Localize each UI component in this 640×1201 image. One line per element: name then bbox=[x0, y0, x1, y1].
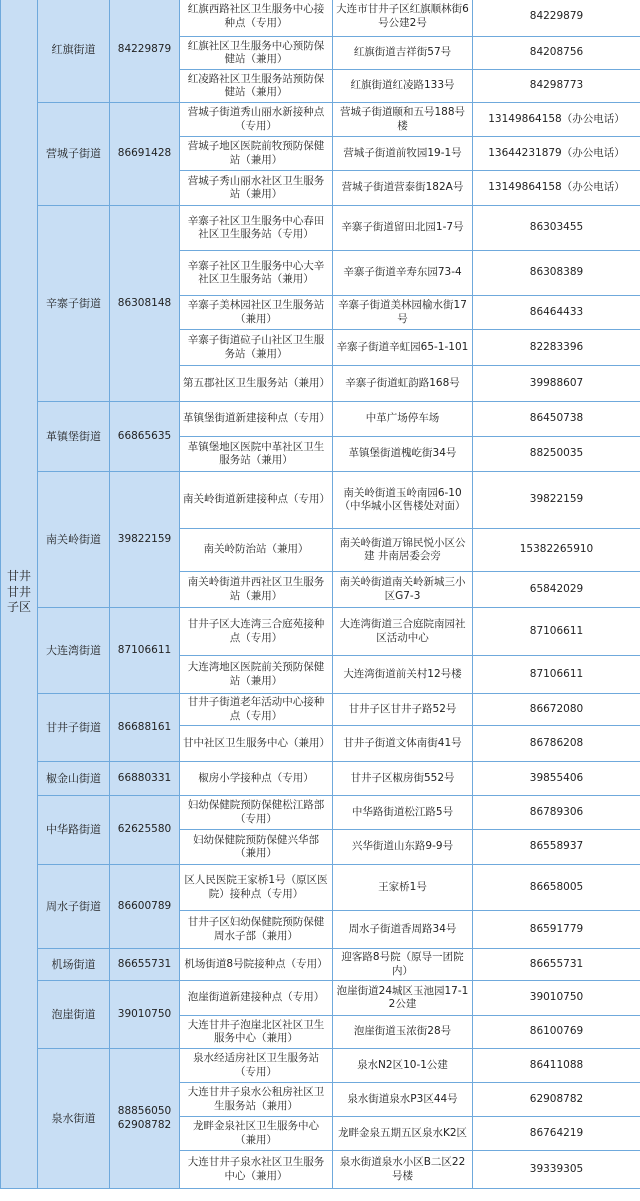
site-name-cell: 革镇堡地区医院中革社区卫生服务站（兼用） bbox=[180, 437, 333, 472]
site-address-cell: 红旗街道吉祥街57号 bbox=[333, 37, 473, 70]
street-phone-cell: 39822159 bbox=[110, 472, 180, 608]
site-phone-cell: 86450738 bbox=[473, 402, 640, 437]
street-phone-cell: 39010750 bbox=[110, 981, 180, 1049]
table-row bbox=[1, 0, 640, 37]
street-name-cell: 周水子街道 bbox=[38, 865, 110, 949]
site-name-cell: 辛寨子美林园社区卫生服务站（兼用） bbox=[180, 296, 333, 330]
table-row bbox=[1, 103, 640, 137]
site-name-cell: 区人民医院王家桥1号（原区医院）接种点（专用） bbox=[180, 865, 333, 911]
site-address-cell: 王家桥1号 bbox=[333, 865, 473, 911]
site-address-cell: 大连市甘井子区红旗顺林街6号公建2号 bbox=[333, 0, 473, 37]
site-name-cell: 红旗社区卫生服务中心预防保健站（兼用） bbox=[180, 37, 333, 70]
site-phone-cell: 86789306 bbox=[473, 796, 640, 830]
site-address-cell: 大连湾街道前关村12号楼 bbox=[333, 656, 473, 694]
site-name-cell: 大连甘井子泉水公租房社区卫生服务站（兼用） bbox=[180, 1083, 333, 1117]
table-row bbox=[1, 949, 640, 981]
site-phone-cell: 15382265910 bbox=[473, 529, 640, 572]
site-address-cell: 大连湾街道三合庭院南园社区活动中心 bbox=[333, 608, 473, 656]
site-phone-cell: 62908782 bbox=[473, 1083, 640, 1117]
site-address-cell: 周水子街道香周路34号 bbox=[333, 911, 473, 949]
site-address-cell: 南关岭街道玉岭南园6-10（中华城小区售楼处对面） bbox=[333, 472, 473, 529]
site-address-cell: 辛寨子街道辛寿东园73-4 bbox=[333, 251, 473, 296]
site-address-cell: 辛寨子街道虹韵路168号 bbox=[333, 366, 473, 402]
site-name-cell: 泡崖街道新建接种点（专用） bbox=[180, 981, 333, 1016]
site-name-cell: 椒房小学接种点（专用） bbox=[180, 762, 333, 796]
site-phone-cell: 86308389 bbox=[473, 251, 640, 296]
site-phone-cell: 86786208 bbox=[473, 726, 640, 762]
site-address-cell: 泡崖街道24城区玉池园17-12公建 bbox=[333, 981, 473, 1016]
site-phone-cell: 86464433 bbox=[473, 296, 640, 330]
street-phone-cell: 84229879 bbox=[110, 0, 180, 103]
street-name-cell: 大连湾街道 bbox=[38, 608, 110, 694]
site-phone-cell: 86655731 bbox=[473, 949, 640, 981]
site-phone-cell: 87106611 bbox=[473, 656, 640, 694]
site-phone-cell: 87106611 bbox=[473, 608, 640, 656]
site-name-cell: 南关岭街道新建接种点（专用） bbox=[180, 472, 333, 529]
site-name-cell: 营城子秀山丽水社区卫生服务站（兼用） bbox=[180, 171, 333, 206]
table-body bbox=[1, 0, 640, 1189]
site-address-cell: 泉水街道泉水P3区44号 bbox=[333, 1083, 473, 1117]
site-name-cell: 甘井子街道老年活动中心接种点（专用） bbox=[180, 694, 333, 726]
site-address-cell: 中华路街道松江路5号 bbox=[333, 796, 473, 830]
site-name-cell: 营城子地区医院前牧预防保健站（兼用） bbox=[180, 137, 333, 171]
site-address-cell: 兴华街道山东路9-9号 bbox=[333, 830, 473, 865]
site-name-cell: 大连甘井子泉水社区卫生服务中心（兼用） bbox=[180, 1151, 333, 1189]
table-row bbox=[1, 865, 640, 911]
site-address-cell: 甘井子区甘井子路52号 bbox=[333, 694, 473, 726]
site-address-cell: 辛寨子街道留田北园1-7号 bbox=[333, 206, 473, 251]
site-address-cell: 辛寨子街道辛虹园65-1-101 bbox=[333, 330, 473, 366]
street-phone-cell: 86691428 bbox=[110, 103, 180, 206]
site-address-cell: 红旗街道红凌路133号 bbox=[333, 70, 473, 103]
street-name-cell: 中华路街道 bbox=[38, 796, 110, 865]
site-address-cell: 辛寨子街道美林园榆水街17号 bbox=[333, 296, 473, 330]
site-phone-cell: 13149864158（办公电话） bbox=[473, 171, 640, 206]
street-name-cell: 泉水街道 bbox=[38, 1049, 110, 1189]
site-name-cell: 大连湾地区医院前关预防保健站（兼用） bbox=[180, 656, 333, 694]
site-name-cell: 甘井子区大连湾三合庭苑接种点（专用） bbox=[180, 608, 333, 656]
street-phone-cell: 86308148 bbox=[110, 206, 180, 402]
district-cell: 甘井甘井子区 bbox=[1, 0, 38, 1189]
site-phone-cell: 88250035 bbox=[473, 437, 640, 472]
site-name-cell: 大连甘井子泡崖北区社区卫生服务中心（兼用） bbox=[180, 1016, 333, 1049]
site-phone-cell: 39855406 bbox=[473, 762, 640, 796]
site-phone-cell: 84229879 bbox=[473, 0, 640, 37]
street-name-cell: 泡崖街道 bbox=[38, 981, 110, 1049]
site-name-cell: 妇幼保健院预防保健松江路部（专用） bbox=[180, 796, 333, 830]
site-name-cell: 辛寨子社区卫生服务中心大辛社区卫生服务站（兼用） bbox=[180, 251, 333, 296]
table-row bbox=[1, 402, 640, 437]
site-phone-cell: 82283396 bbox=[473, 330, 640, 366]
table-row bbox=[1, 608, 640, 656]
site-address-cell: 泉水街道泉水小区B二区22号楼 bbox=[333, 1151, 473, 1189]
table-row bbox=[1, 472, 640, 529]
street-name-cell: 辛寨子街道 bbox=[38, 206, 110, 402]
site-name-cell: 甘井子区妇幼保健院预防保健周水子部（兼用） bbox=[180, 911, 333, 949]
site-address-cell: 革镇堡街道槐屹街34号 bbox=[333, 437, 473, 472]
site-phone-cell: 65842029 bbox=[473, 572, 640, 608]
site-name-cell: 甘中社区卫生服务中心（兼用） bbox=[180, 726, 333, 762]
site-address-cell: 中革广场停车场 bbox=[333, 402, 473, 437]
street-name-cell: 甘井子街道 bbox=[38, 694, 110, 762]
site-phone-cell: 84208756 bbox=[473, 37, 640, 70]
site-name-cell: 第五郡社区卫生服务站（兼用） bbox=[180, 366, 333, 402]
site-phone-cell: 86591779 bbox=[473, 911, 640, 949]
street-phone-cell: 87106611 bbox=[110, 608, 180, 694]
site-name-cell: 妇幼保健院预防保健兴华部（兼用） bbox=[180, 830, 333, 865]
street-name-cell: 红旗街道 bbox=[38, 0, 110, 103]
site-name-cell: 革镇堡街道新建接种点（专用） bbox=[180, 402, 333, 437]
site-phone-cell: 86411088 bbox=[473, 1049, 640, 1083]
site-phone-cell: 84298773 bbox=[473, 70, 640, 103]
site-name-cell: 辛寨子社区卫生服务中心春田社区卫生服务站（专用） bbox=[180, 206, 333, 251]
site-address-cell: 甘井子区椒房街552号 bbox=[333, 762, 473, 796]
table-row bbox=[1, 796, 640, 830]
site-phone-cell: 39010750 bbox=[473, 981, 640, 1016]
site-address-cell: 迎客路8号院（原导一团院内） bbox=[333, 949, 473, 981]
site-name-cell: 泉水经适房社区卫生服务站（专用） bbox=[180, 1049, 333, 1083]
table-row bbox=[1, 981, 640, 1016]
table-row bbox=[1, 694, 640, 726]
site-name-cell: 辛寨子街道砬子山社区卫生服务站（兼用） bbox=[180, 330, 333, 366]
site-name-cell: 南关岭防治站（兼用） bbox=[180, 529, 333, 572]
street-name-cell: 南关岭街道 bbox=[38, 472, 110, 608]
site-name-cell: 红凌路社区卫生服务站预防保健站（兼用） bbox=[180, 70, 333, 103]
street-name-cell: 椒金山街道 bbox=[38, 762, 110, 796]
site-name-cell: 南关岭街道井西社区卫生服务站（兼用） bbox=[180, 572, 333, 608]
site-address-cell: 营城子街道营泰街182A号 bbox=[333, 171, 473, 206]
site-address-cell: 龙畔金泉五期五区泉水K2区 bbox=[333, 1117, 473, 1151]
site-name-cell: 营城子街道秀山丽水新接种点（专用） bbox=[180, 103, 333, 137]
table-row bbox=[1, 762, 640, 796]
site-address-cell: 泡崖街道玉浓街28号 bbox=[333, 1016, 473, 1049]
site-address-cell: 甘井子街道文体南街41号 bbox=[333, 726, 473, 762]
site-address-cell: 泉水N2区10-1公建 bbox=[333, 1049, 473, 1083]
site-phone-cell: 86764219 bbox=[473, 1117, 640, 1151]
site-phone-cell: 86658005 bbox=[473, 865, 640, 911]
site-address-cell: 南关岭街道万锦民悦小区公建 井南居委会旁 bbox=[333, 529, 473, 572]
site-phone-cell: 39988607 bbox=[473, 366, 640, 402]
site-phone-cell: 86558937 bbox=[473, 830, 640, 865]
table-row bbox=[1, 206, 640, 251]
street-phone-cell: 86655731 bbox=[110, 949, 180, 981]
street-phone-cell: 86688161 bbox=[110, 694, 180, 762]
street-phone-cell: 66880331 bbox=[110, 762, 180, 796]
site-phone-cell: 39339305 bbox=[473, 1151, 640, 1189]
site-name-cell: 龙畔金泉社区卫生服务中心（兼用） bbox=[180, 1117, 333, 1151]
site-name-cell: 机场街道8号院接种点（专用） bbox=[180, 949, 333, 981]
street-phone-cell: 62625580 bbox=[110, 796, 180, 865]
site-phone-cell: 13149864158（办公电话） bbox=[473, 103, 640, 137]
street-phone-cell: 86600789 bbox=[110, 865, 180, 949]
street-name-cell: 营城子街道 bbox=[38, 103, 110, 206]
site-phone-cell: 86303455 bbox=[473, 206, 640, 251]
site-address-cell: 南关岭街道南关岭新城三小区G7-3 bbox=[333, 572, 473, 608]
site-name-cell: 红旗西路社区卫生服务中心接种点（专用） bbox=[180, 0, 333, 37]
site-phone-cell: 86672080 bbox=[473, 694, 640, 726]
site-phone-cell: 39822159 bbox=[473, 472, 640, 529]
street-name-cell: 机场街道 bbox=[38, 949, 110, 981]
street-phone-cell: 88856050 62908782 bbox=[110, 1049, 180, 1189]
table-row bbox=[1, 1049, 640, 1083]
site-phone-cell: 13644231879（办公电话） bbox=[473, 137, 640, 171]
street-name-cell: 革镇堡街道 bbox=[38, 402, 110, 472]
site-address-cell: 营城子街道颐和五号188号楼 bbox=[333, 103, 473, 137]
street-phone-cell: 66865635 bbox=[110, 402, 180, 472]
site-address-cell: 营城子街道前牧园19-1号 bbox=[333, 137, 473, 171]
site-phone-cell: 86100769 bbox=[473, 1016, 640, 1049]
